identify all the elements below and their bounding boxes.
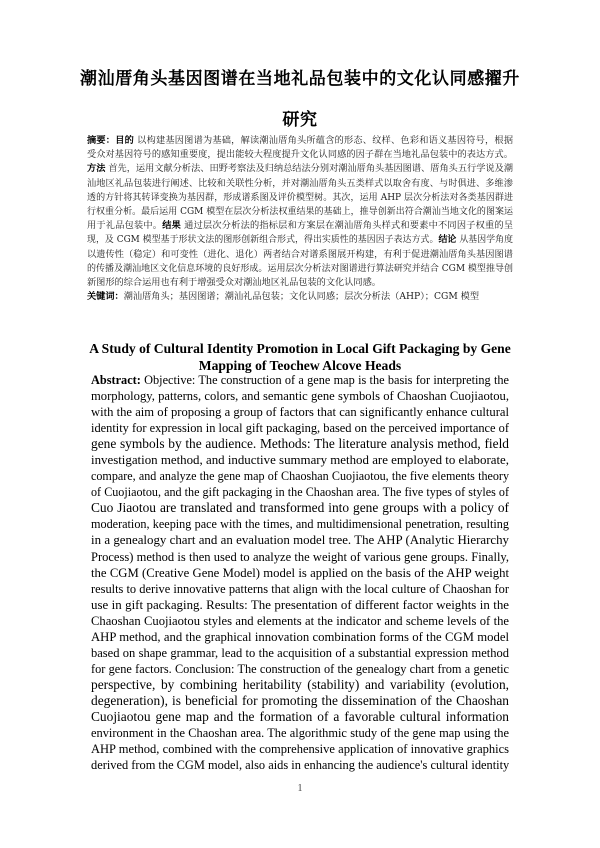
english-title <box>60 340 540 374</box>
en-text: for gene factors. Conclusion: The construction of the genealogy chart from a genetic <box>91 661 509 676</box>
cn-abstract-line <box>87 177 513 191</box>
cn-abstract-line <box>87 219 513 233</box>
en-abstract-line <box>91 388 509 404</box>
en-text: Objective: The construction of a gene map is the basis for interpreting the <box>140 373 509 387</box>
cn-abstract-line <box>87 248 513 262</box>
section-head: 结论 <box>438 235 457 246</box>
en-text: identity for expression in local gift packaging, based on the perceived importance of <box>91 421 509 436</box>
abstract-label-cn: 摘要： <box>87 135 116 146</box>
cn-abstract-line <box>87 205 513 219</box>
en-abstract-line <box>91 484 509 500</box>
en-abstract-line <box>91 468 509 484</box>
chinese-abstract <box>87 134 513 304</box>
cn-text: 以遗传性（稳定）和可变性（进化、退化）两者结合对谱系图展开构建，有利于促进潮汕厝角头基因图谱 <box>87 248 513 260</box>
cn-abstract-line <box>87 162 513 176</box>
en-abstract-line <box>91 532 509 548</box>
en-text: Process) method is then used to analyze the weight of various gene groups. Finally, <box>91 549 509 564</box>
en-text: AHP method, and the graphical innovation combination forms of the CGM model <box>91 629 509 644</box>
cn-abstract-line <box>87 233 513 247</box>
cn-text: 通过层次分析法的指标层和方案层在潮汕厝角头样式和要素中不同因子权重的呈 <box>181 220 513 232</box>
en-abstract-line <box>91 549 509 565</box>
en-text: degeneration), is beneficial for promoting the dissemination of the Chaoshan <box>91 692 509 708</box>
cn-text: 的传播及潮汕地区文化信息环境的良好形成。运用层次分析法对图谱进行算法研究并结合 CGM 模型推导创 <box>87 263 513 274</box>
cn-abstract-line <box>87 276 513 290</box>
cn-text: 以构建基因图谱为基础，解读潮汕厝角头所蕴含的形态、纹样、色彩和语义基因符号，根据 <box>134 135 513 146</box>
cn-text: 行权重分析。最后运用 CGM 模型在层次分析法权重结果的基础上，推导创新出符合潮汕当地文化的图案运 <box>87 206 513 217</box>
en-abstract-line <box>91 725 509 741</box>
en-abstract-line <box>91 581 509 597</box>
cn-text: 透的方针将其转译变换为基因群，形成谱系图及评价模型树。其次，运用 AHP 层次分析法对各类基因群进 <box>87 192 513 203</box>
english-title-line-2: Mapping of Teochew Alcove Heads <box>198 358 402 373</box>
en-text: in a genealogy chart and an evaluation model tree. The AHP (Analytic Hierarchy <box>91 533 509 548</box>
cn-text: 从基因学角度 <box>456 235 513 246</box>
en-text: morphology, patterns, colors, and semantic gene symbols of Chaoshan Cuojiaotou, <box>91 389 509 404</box>
en-text: with the aim of proposing a group of factors that can significantly enhance cultural <box>91 405 509 420</box>
english-abstract <box>91 372 509 773</box>
keywords-line <box>87 290 513 304</box>
en-abstract-line <box>91 741 509 757</box>
en-abstract-line <box>91 677 509 693</box>
cn-abstract-line <box>87 262 513 276</box>
en-text: Cuo Jiaotou are translated and transformed into gene groups with a policy of <box>91 500 509 516</box>
en-abstract-line <box>91 420 509 436</box>
cn-abstract-line <box>87 134 513 148</box>
cn-text: 新图形的综合运用也有利于增强受众对潮汕地区礼品包装的文化认同感。 <box>87 276 381 288</box>
en-abstract-line <box>91 436 509 452</box>
en-abstract-line <box>91 693 509 709</box>
en-abstract-line <box>91 372 509 388</box>
en-text: based on shape grammar, lead to the acquisition of a substantial expression method <box>91 645 509 660</box>
cn-text: 首先，运用文献分析法、田野考察法及归纳总结法分别对潮汕厝角头基因图谱、厝角头五行学说及潮 <box>105 163 513 175</box>
keywords: 潮汕厝角头；基因图谱；潮汕礼品包装；文化认同感；层次分析法（AHP）；CGM 模型 <box>123 291 480 303</box>
en-text: results to derive innovative patterns that align with the local culture of Chaoshan for <box>91 581 509 596</box>
english-title-line-1: A Study of Cultural Identity Promotion in Local Gift Packaging by Gene <box>89 341 511 356</box>
cn-text: 现，及 CGM 模型基于形状文法的图形创新组合形式，得出实质性的基因因子表达方式。 <box>87 235 439 246</box>
en-text: Chaoshan Cuojiaotou styles and elements at the indicator and scheme levels of the <box>91 613 509 628</box>
section-head: 结果 <box>162 220 182 232</box>
en-text: of Cuojiaotou, and the gift packaging in the Chaoshan area. The five types of styles of <box>91 485 509 500</box>
en-abstract-line <box>91 404 509 420</box>
en-abstract-line <box>91 613 509 629</box>
en-text: use in gift packaging. Results: The presentation of different factor weights in the <box>91 597 509 612</box>
en-abstract-line <box>91 452 509 468</box>
en-text: compare, and analyze the gene map of Chaoshan Cuojiaotou, the five elements theory <box>91 469 509 484</box>
chinese-title-line-1: 潮汕厝角头基因图谱在当地礼品包装中的文化认同感擢升 <box>80 69 520 89</box>
section-head: 方法 <box>87 163 106 175</box>
en-text: Cuojiaotou gene map and the formation of a favorable cultural information <box>91 708 509 724</box>
en-text: AHP method, combined with the comprehensive application of innovative graphics <box>91 742 509 757</box>
en-abstract-line <box>91 709 509 725</box>
en-text: environment in the Chaoshan area. The algorithmic study of the gene map using the <box>91 726 509 741</box>
en-text: gene symbols by the audience. Methods: The literature analysis method, field <box>91 436 509 452</box>
en-abstract-line <box>91 661 509 677</box>
cn-text: 受众对基因符号的感知重要度，提出能较大程度提升文化认同感的因子群在当地礼品包装中的表达方式。 <box>87 149 513 161</box>
cn-abstract-line <box>87 191 513 205</box>
en-text: investigation method, and inductive summary method are employed to elaborate, <box>91 453 509 468</box>
cn-text: 用于礼品包装中。 <box>87 220 163 232</box>
en-text: perspective, by combining heritability (stability) and variability (evolution, <box>91 676 509 692</box>
en-abstract-line <box>91 500 509 516</box>
chinese-title-line-2: 研究 <box>282 110 318 130</box>
en-text: the CGM (Creative Gene Model) model is applied on the basis of the AHP weight <box>91 565 509 580</box>
section-head: 目的 <box>115 135 135 146</box>
keywords-label: 关键词： <box>87 291 124 303</box>
en-abstract-line <box>91 757 509 773</box>
abstract-label-en: Abstract: <box>91 373 141 387</box>
en-text: moderation, keeping pace with the times, and multidimensional penetration, resulting <box>91 517 509 532</box>
en-abstract-line <box>91 516 509 532</box>
en-abstract-line <box>91 645 509 661</box>
page-number: 1 <box>297 783 303 794</box>
en-abstract-line <box>91 597 509 613</box>
en-abstract-line <box>91 629 509 645</box>
cn-text: 汕地区礼品包装进行阐述、比较和关联性分析，并对潮汕厝角头五类样式以取舍有度、与时俱进、多维渗 <box>87 177 513 189</box>
en-text: derived from the CGM model, also aids in enhancing the audience's cultural identity <box>91 758 509 773</box>
cn-abstract-line <box>87 148 513 162</box>
en-abstract-line <box>91 565 509 581</box>
